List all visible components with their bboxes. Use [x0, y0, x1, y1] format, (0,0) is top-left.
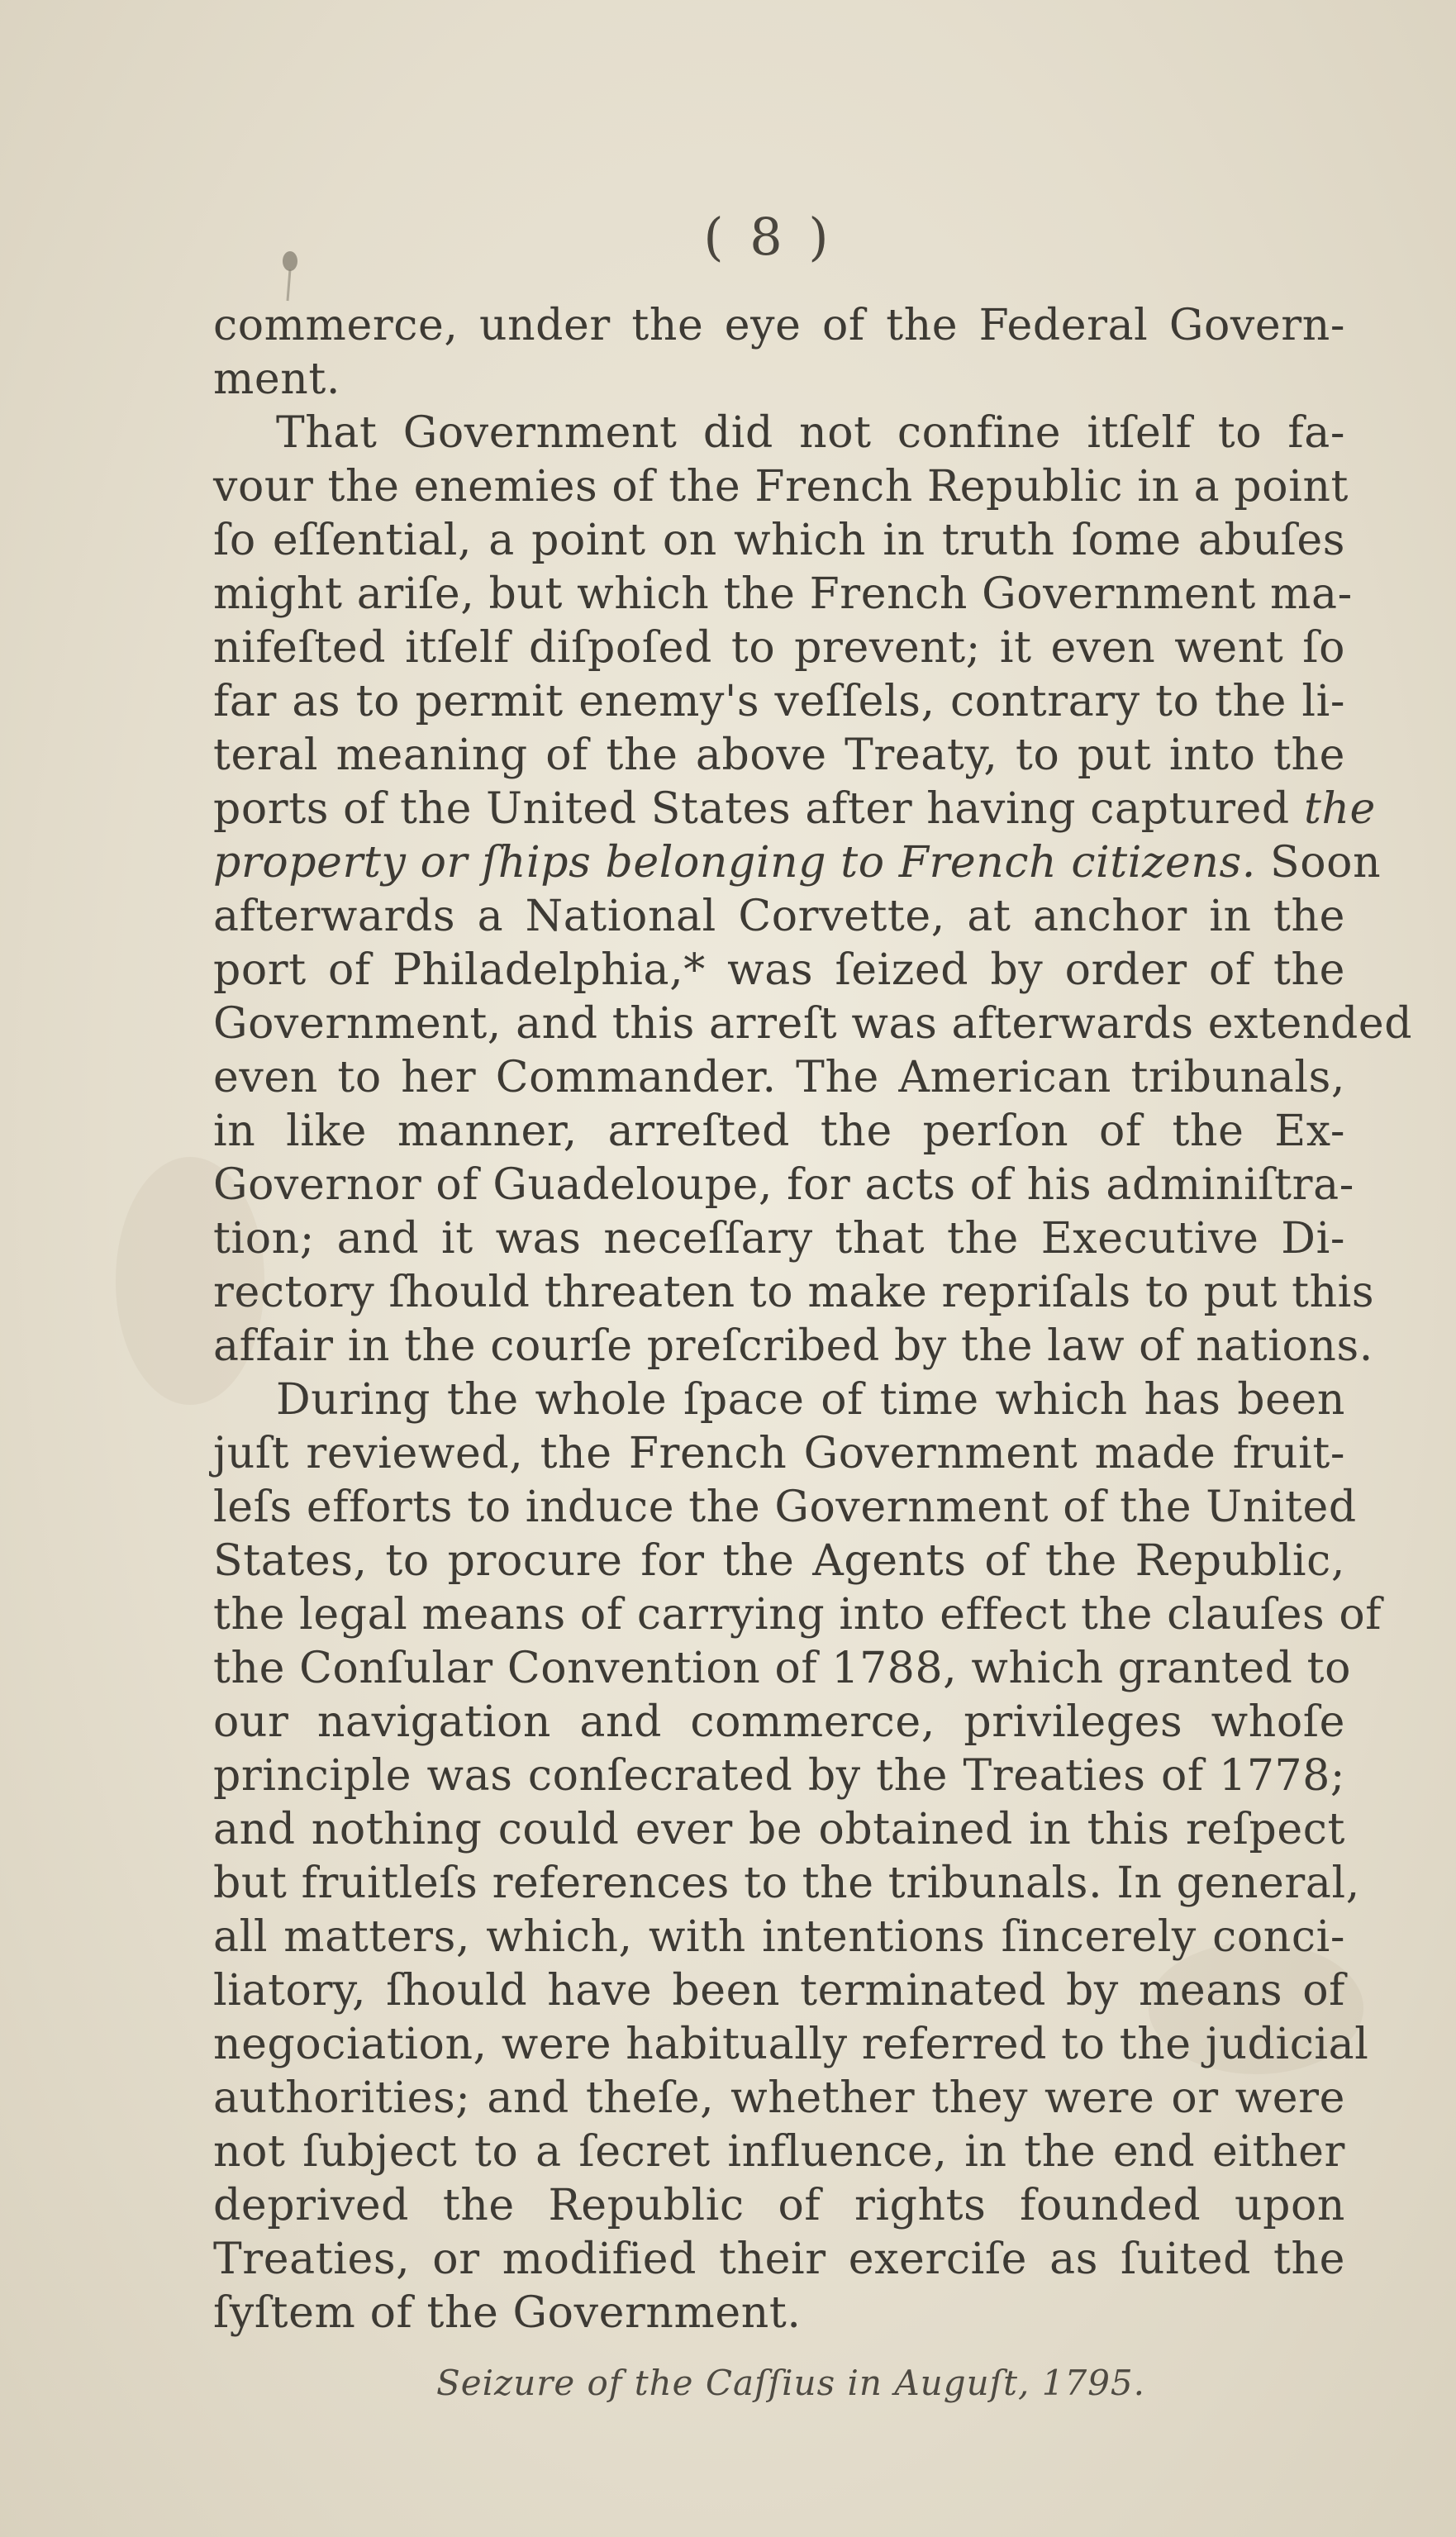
text-line: afterwards a National Corvette, at anchor in the	[213, 892, 1345, 941]
text-line: all matters, which, with intentions ſincerely conci-	[213, 1912, 1345, 1962]
text-line: vour the enemies of the French Republic in a point	[213, 462, 1349, 512]
italic-text: the	[1303, 784, 1376, 834]
text-line: far as to permit enemy's veſſels, contrary to the li-	[213, 677, 1345, 726]
ink-blot-icon	[278, 245, 302, 302]
text-line: commerce, under the eye of the Federal Govern-	[213, 301, 1345, 350]
text-line: and nothing could ever be obtained in this reſpect	[213, 1805, 1345, 1854]
text-line: even to her Commander. The American tribunals,	[213, 1053, 1345, 1102]
text-line: port of Philadelphia,* was ſeized by order of the	[213, 945, 1345, 995]
text-line: in like manner, arreſted the perſon of the Ex-	[213, 1107, 1345, 1156]
text-line: might ariſe, but which the French Government ma-	[213, 569, 1353, 619]
text-line: principle was conſecrated by the Treaties of 1778;	[213, 1751, 1345, 1801]
italic-text: property or ſhips belonging to French citizens.	[213, 838, 1256, 888]
text-line: Government, and this arreſt was afterwards extended	[213, 999, 1413, 1049]
text-line: liatory, ſhould have been terminated by means of	[213, 1966, 1345, 2016]
page-number: ( 8 )	[703, 207, 834, 267]
text-line	[213, 783, 1376, 836]
text-line: the Conſular Convention of 1788, which granted to	[213, 1644, 1352, 1693]
text-line: rectory ſhould threaten to make repriſals to put this	[213, 1268, 1375, 1317]
text-line-part: ports of the United States after having captured	[213, 784, 1290, 834]
text-line: ſo eſſential, a point on which in truth ſome abuſes	[213, 516, 1345, 565]
text-line: Governor of Guadeloupe, for acts of his adminiſtra-	[213, 1160, 1354, 1210]
text-line: teral meaning of the above Treaty, to put into the	[213, 731, 1345, 780]
text-line: leſs efforts to induce the Government of the United	[213, 1483, 1357, 1532]
text-line: Treaties, or modified their exerciſe as ſuited the	[213, 2235, 1345, 2284]
text-line: deprived the Republic of rights founded upon	[213, 2181, 1345, 2230]
text-line: tion; and it was neceſſary that the Executive Di-	[213, 1214, 1345, 1264]
text-line: authorities; and theſe, whether they were or were	[213, 2073, 1345, 2123]
text-line: nifeſted itſelf diſpoſed to prevent; it even went ſo	[213, 623, 1345, 673]
text-line: ſyſtem of the Government.	[213, 2288, 802, 2338]
text-line	[213, 836, 1382, 890]
body-text	[213, 299, 1413, 2340]
text-line-part: Soon	[1270, 838, 1382, 888]
footnote: Seizure of the Caſſius in Auguſt, 1795.	[436, 2363, 1145, 2403]
text-line: States, to procure for the Agents of the Republic,	[213, 1536, 1345, 1586]
text-line: not ſubject to a ſecret influence, in the end either	[213, 2127, 1345, 2177]
text-line: negociation, were habitually referred to the judicial	[213, 2020, 1369, 2069]
text-line: During the whole ſpace of time which has been	[276, 1375, 1345, 1425]
text-line: but fruitleſs references to the tribunals. In general,	[213, 1859, 1360, 1908]
text-line: our navigation and commerce, privileges whoſe	[213, 1697, 1345, 1747]
text-line: juſt reviewed, the French Government made fruit-	[213, 1429, 1345, 1478]
text-line: the legal means of carrying into effect the clauſes of	[213, 1590, 1382, 1640]
text-line: ment.	[213, 355, 340, 404]
text-line: affair in the courſe preſcribed by the law of nations.	[213, 1321, 1373, 1371]
text-line: That Government did not confine itſelf to fa-	[276, 408, 1345, 458]
